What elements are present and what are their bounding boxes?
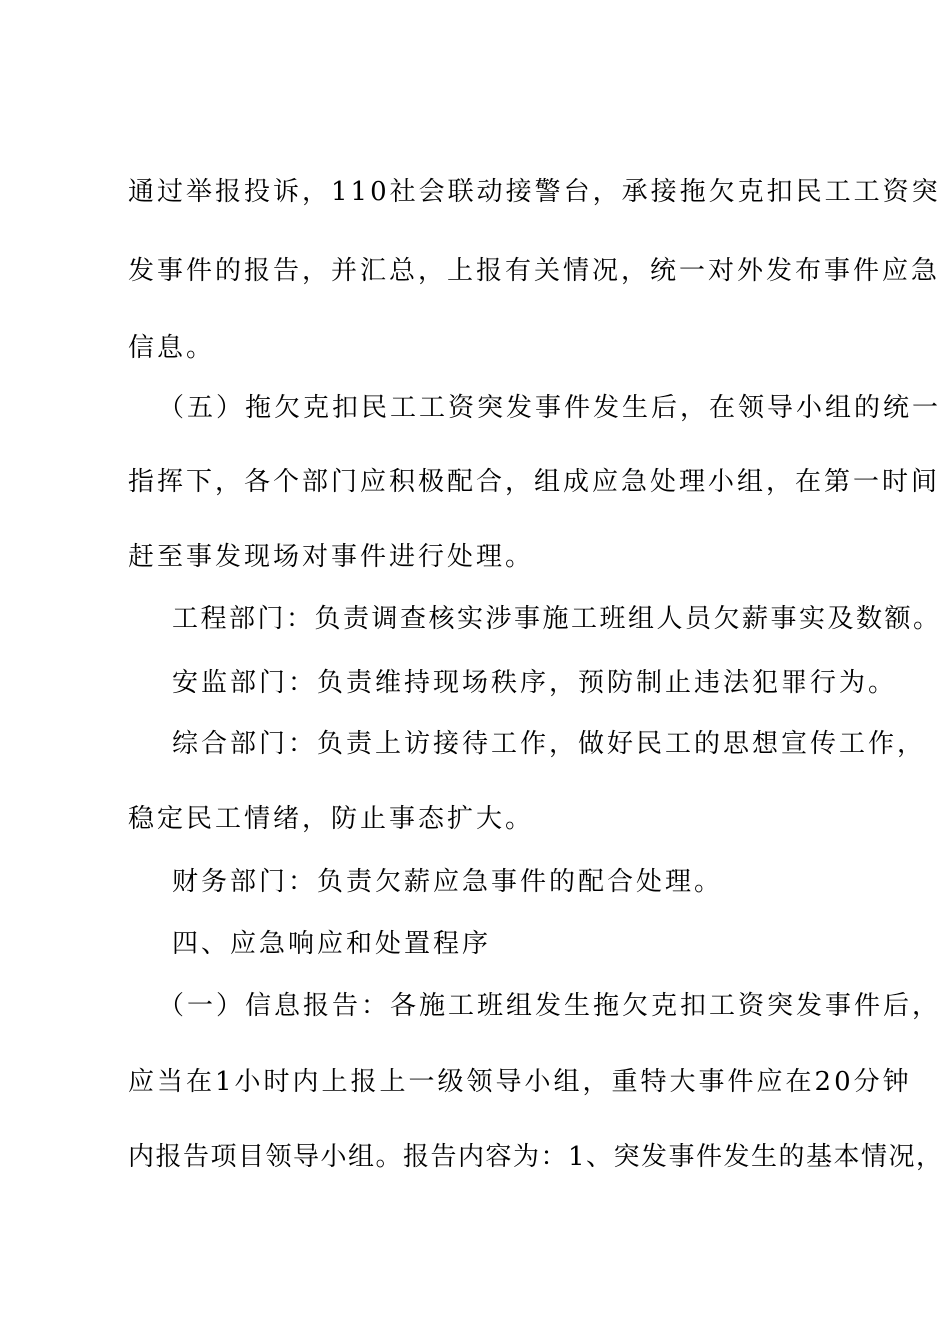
paragraph-line: 稳定民工情绪，防止事态扩大。 [128,804,535,834]
paragraph-line: 信息。 [128,333,216,363]
paragraph-line: （一）信息报告：各施工班组发生拖欠克扣工资突发事件后， [158,991,942,1021]
paragraph-line: 发事件的报告，并汇总，上报有关情况，统一对外发布事件应急 [128,256,941,286]
paragraph-line: 赶至事发现场对事件进行处理。 [128,542,535,572]
paragraph-line: （五）拖欠克扣民工工资突发事件发生后，在领导小组的统一 [158,393,942,423]
paragraph-line: 工程部门：负责调查核实涉事施工班组人员欠薪事实及数额。 [172,604,942,634]
paragraph-line: 综合部门：负责上访接待工作，做好民工的思想宣传工作， [172,729,927,759]
paragraph-line: 内报告项目领导小组。报告内容为：1、突发事件发生的基本情况， [128,1142,944,1172]
section-heading: 四、应急响应和处置程序 [172,929,492,959]
paragraph-line: 应当在1小时内上报上一级领导小组，重特大事件应在20分钟 [128,1067,912,1097]
paragraph-line: 财务部门：负责欠薪应急事件的配合处理。 [172,867,724,897]
paragraph-line: 指挥下，各个部门应积极配合，组成应急处理小组，在第一时间 [128,467,941,497]
paragraph-line: 安监部门：负责维持现场秩序，预防制止违法犯罪行为。 [172,668,898,698]
paragraph-line: 通过举报投诉，110社会联动接警台，承接拖欠克扣民工工资突 [128,177,941,207]
